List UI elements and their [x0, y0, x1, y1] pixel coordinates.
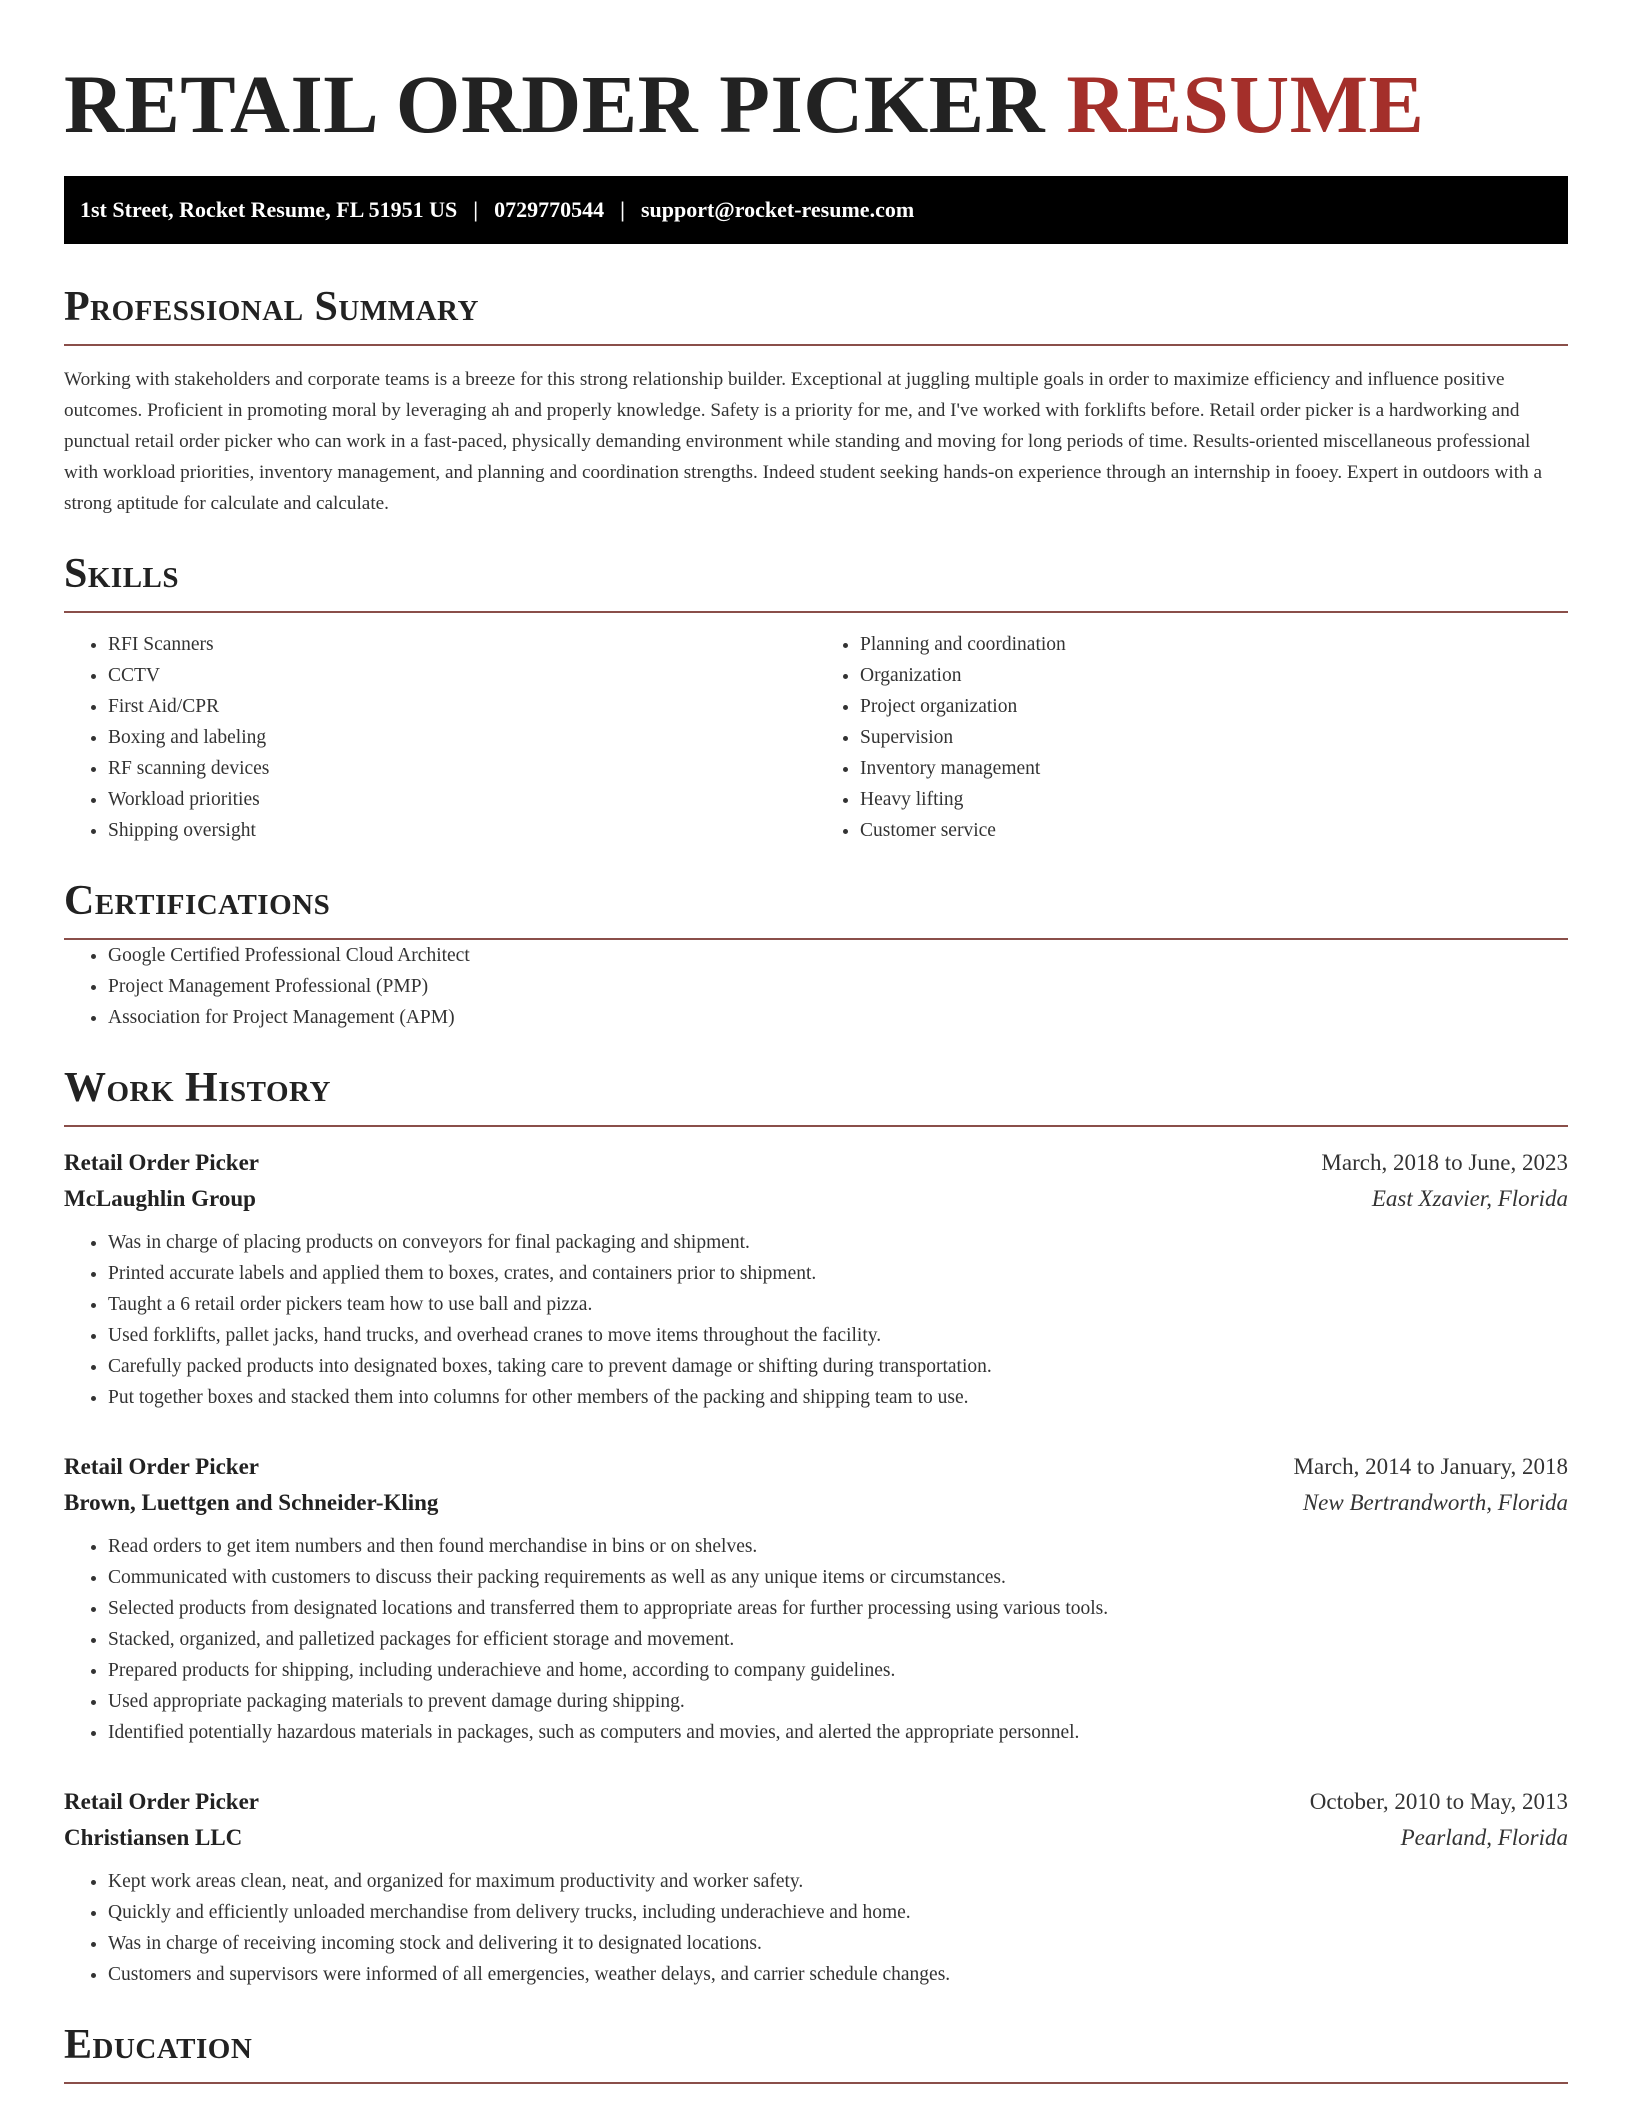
skill-item: • Supervision: [860, 722, 1568, 753]
work-history-section: [64, 1063, 1568, 1990]
skills-columns: [64, 629, 1568, 846]
contact-bar: [64, 176, 1568, 244]
job-bullets: [64, 1866, 1568, 1990]
skill-item: • Heavy lifting: [860, 784, 1568, 815]
skills-section: [64, 549, 1568, 846]
skill-item: • RF scanning devices: [108, 753, 816, 784]
job-bullet: • Communicated with customers to discuss their packing requirements as well as any unique items or circumstances.: [108, 1562, 1568, 1593]
education-heading: Education: [64, 2022, 253, 2068]
job-bullet: • Quickly and efficiently unloaded merchandise from delivery trucks, including underachieve and home.: [108, 1897, 1568, 1928]
job-bullet: • Kept work areas clean, neat, and organized for maximum productivity and worker safety.: [108, 1866, 1568, 1897]
education-section: [64, 2020, 1568, 2084]
job-company: Christiansen LLC: [64, 1825, 243, 1850]
section-divider: [64, 611, 1568, 613]
job-company-row: [64, 1485, 1568, 1521]
job-bullet: • Was in charge of receiving incoming stock and delivering it to designated locations.: [108, 1928, 1568, 1959]
section-divider: [64, 2082, 1568, 2084]
job-bullet: • Selected products from designated locations and transferred them to appropriate areas for further processing using various tools.: [108, 1593, 1568, 1624]
job-bullet: • Stacked, organized, and palletized packages for efficient storage and movement.: [108, 1624, 1568, 1655]
skills-list-right: [816, 629, 1568, 846]
certification-item: • Google Certified Professional Cloud Architect: [108, 940, 1568, 971]
contact-separator: |: [473, 197, 479, 222]
skills-list-left: [64, 629, 816, 846]
skill-item: • Customer service: [860, 815, 1568, 846]
job-dates: March, 2018 to June, 2023: [1321, 1150, 1568, 1175]
job-bullet: • Used forklifts, pallet jacks, hand trucks, and overhead cranes to move items throughout the facility.: [108, 1320, 1568, 1351]
job-header-row: [64, 1449, 1568, 1485]
contact-phone: 0729770544: [494, 197, 605, 222]
job-bullet: • Read orders to get item numbers and then found merchandise in bins or on shelves.: [108, 1531, 1568, 1562]
skill-item: • Workload priorities: [108, 784, 816, 815]
job-bullet: • Identified potentially hazardous materials in packages, such as computers and movies, and alerted the appropriate personnel.: [108, 1717, 1568, 1748]
job-entry: [64, 1784, 1568, 1990]
section-divider: [64, 1125, 1568, 1127]
job-bullet: • Carefully packed products into designated boxes, taking care to prevent damage or shifting during transportation.: [108, 1351, 1568, 1382]
job-bullets: [64, 1531, 1568, 1748]
work-history-heading: Work History: [64, 1065, 331, 1111]
job-header-row: [64, 1145, 1568, 1181]
title-main: RETAIL ORDER PICKER: [64, 58, 1046, 150]
contact-address: 1st Street, Rocket Resume, FL 51951 US: [80, 197, 458, 222]
job-entry: [64, 1145, 1568, 1413]
job-bullet: • Prepared products for shipping, including underachieve and home, according to company guidelines.: [108, 1655, 1568, 1686]
job-location: Pearland, Florida: [1400, 1825, 1568, 1850]
certifications-heading: Certifications: [64, 878, 331, 924]
skill-item: • Organization: [860, 660, 1568, 691]
job-location: New Bertrandworth, Florida: [1302, 1490, 1568, 1515]
skill-item: • Project organization: [860, 691, 1568, 722]
job-dates: March, 2014 to January, 2018: [1293, 1454, 1568, 1479]
skill-item: • Inventory management: [860, 753, 1568, 784]
job-dates: October, 2010 to May, 2013: [1309, 1789, 1568, 1814]
job-location: East Xzavier, Florida: [1371, 1186, 1568, 1211]
job-header-row: [64, 1784, 1568, 1820]
job-company: McLaughlin Group: [64, 1186, 256, 1211]
skills-heading: Skills: [64, 551, 180, 597]
summary-text: Working with stakeholders and corporate teams is a breeze for this strong relationship builder. Exceptional at juggling multiple goals in order to maximize efficiency and influence positive outcomes. Proficient in promoting moral by leveraging ah and properly knowledge. Safety is a priority for me, and I've worked with forklifts before. Retail order picker is a hardworking and punctual retail order picker who can work in a fast-paced, physically demanding environment while standing and moving for long periods of time. Results-oriented miscellaneous professional with workload priorities, inventory management, and planning and coordination strengths. Indeed student seeking hands-on experience through an internship in fooey. Expert in outdoors with a strong aptitude for calculate and calculate.: [64, 369, 1542, 514]
job-bullet: • Put together boxes and stacked them into columns for other members of the packing and shipping team to use.: [108, 1382, 1568, 1413]
resume-title: [64, 56, 1568, 152]
job-title: Retail Order Picker: [64, 1454, 260, 1479]
summary-section: [64, 282, 1568, 519]
job-bullet: • Was in charge of placing products on conveyors for final packaging and shipment.: [108, 1227, 1568, 1258]
job-company-row: [64, 1820, 1568, 1856]
certifications-section: [64, 876, 1568, 1033]
certification-item: • Project Management Professional (PMP): [108, 971, 1568, 1002]
summary-heading: Professional Summary: [64, 284, 479, 330]
job-company-row: [64, 1181, 1568, 1217]
job-bullet: • Taught a 6 retail order pickers team how to use ball and pizza.: [108, 1289, 1568, 1320]
contact-separator: |: [620, 197, 625, 222]
job-bullet: • Printed accurate labels and applied them to boxes, crates, and containers prior to shipment.: [108, 1258, 1568, 1289]
skill-item: • RFI Scanners: [108, 629, 816, 660]
job-title: Retail Order Picker: [64, 1150, 260, 1175]
skill-item: • Planning and coordination: [860, 629, 1568, 660]
section-divider: [64, 344, 1568, 346]
job-bullet: • Customers and supervisors were informed of all emergencies, weather delays, and carrier schedule changes.: [108, 1959, 1568, 1990]
contact-email[interactable]: support@rocket-resume.com: [640, 197, 915, 222]
title-accent: RESUME: [1066, 58, 1425, 150]
job-bullets: [64, 1227, 1568, 1413]
job-title: Retail Order Picker: [64, 1789, 260, 1814]
job-entry: [64, 1449, 1568, 1748]
job-bullet: • Used appropriate packaging materials to prevent damage during shipping.: [108, 1686, 1568, 1717]
skill-item: • Shipping oversight: [108, 815, 816, 846]
certification-item: • Association for Project Management (APM): [108, 1002, 1568, 1033]
skill-item: • CCTV: [108, 660, 816, 691]
skill-item: • Boxing and labeling: [108, 722, 816, 753]
certifications-list: [64, 940, 1568, 1033]
skill-item: • First Aid/CPR: [108, 691, 816, 722]
job-company: Brown, Luettgen and Schneider-Kling: [64, 1490, 439, 1515]
